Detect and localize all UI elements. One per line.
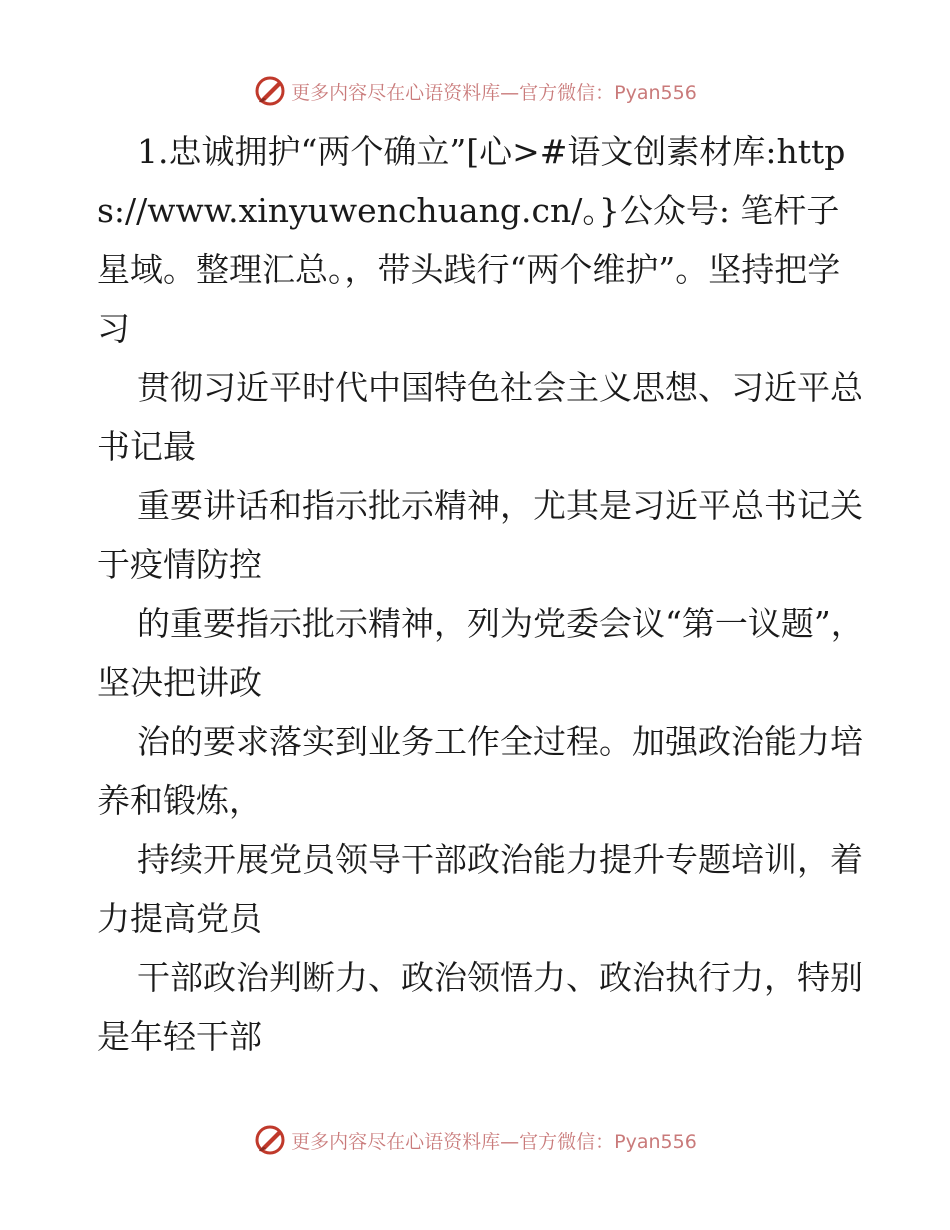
header-banner-text: 更多内容尽在心语资料库—官方微信：Pyan556 [291, 81, 697, 104]
brush-pen-logo-icon [253, 74, 287, 108]
brush-pen-logo-icon [253, 1123, 287, 1157]
footer-watermark-banner [0, 1120, 950, 1160]
header-watermark-banner [0, 71, 950, 111]
footer-banner-text: 更多内容尽在心语资料库—官方微信：Pyan556 [291, 1130, 697, 1153]
paragraph: 重要讲话和指示批示精神，尤其是习近平总书记关于疫情防控 [97, 486, 863, 584]
paragraph: 1.忠诚拥护“两个确立”[心>#语文创素材库:https://www.xinyuwenchuang.cn/。}公众号: 笔杆子星域。整理汇总。，带头践行“两个维护”。坚持把学习 [97, 132, 846, 348]
paragraph: 持续开展党员领导干部政治能力提升专题培训，着力提高党员 [97, 840, 863, 938]
paragraph: 治的要求落实到业务工作全过程。加强政治能力培养和锻炼， [97, 722, 863, 820]
document-body [97, 122, 867, 1066]
paragraph: 干部政治判断力、政治领悟力、政治执行力，特别是年轻干部 [97, 958, 863, 1056]
paragraph: 的重要指示批示精神，列为党委会议“第一议题”，坚决把讲政 [97, 604, 864, 702]
paragraph: 贯彻习近平时代中国特色社会主义思想、习近平总书记最 [97, 368, 863, 466]
